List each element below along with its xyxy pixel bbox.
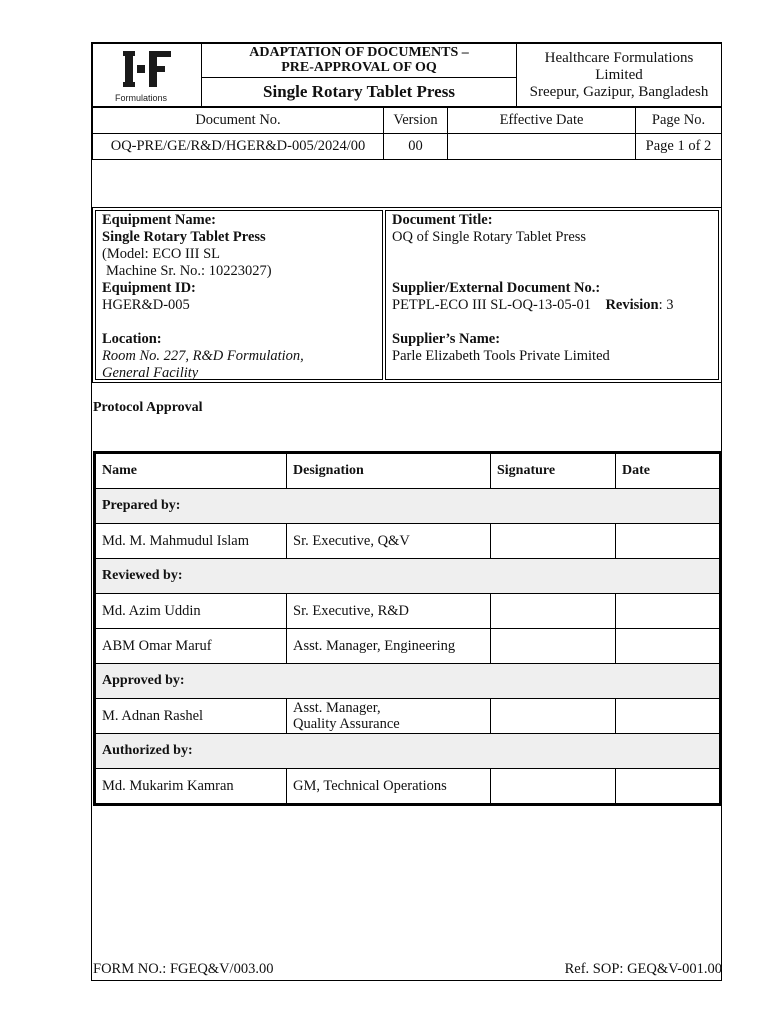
col-date-header: Date xyxy=(616,454,720,489)
approver-designation: Sr. Executive, Q&V xyxy=(287,524,491,559)
document-header xyxy=(92,43,722,160)
table-row xyxy=(96,594,720,629)
table-row xyxy=(96,629,720,664)
date-cell[interactable] xyxy=(616,594,720,629)
doc-no-value: OQ-PRE/GE/R&D/HGER&D-005/2024/00 xyxy=(93,134,384,160)
document-title-value: OQ of Single Rotary Tablet Press xyxy=(392,229,587,245)
approver-name: M. Adnan Rashel xyxy=(96,699,287,734)
logo xyxy=(93,44,202,107)
equipment-details xyxy=(95,210,383,380)
version-label: Version xyxy=(384,108,448,134)
equipment-id: HGER&D-005 xyxy=(102,297,190,313)
equipment-serial: Machine Sr. No.: 10223027) xyxy=(106,263,272,279)
document-details xyxy=(385,210,719,380)
equipment-name-label: Equipment Name: xyxy=(102,212,216,228)
equipment-name: Single Rotary Tablet Press xyxy=(102,229,266,245)
approval-table xyxy=(93,451,722,806)
doc-no-label: Document No. xyxy=(93,108,384,134)
table-row xyxy=(96,699,720,734)
approver-designation xyxy=(287,699,491,734)
col-name-header: Name xyxy=(96,454,287,489)
revision-value: : 3 xyxy=(658,297,674,313)
effective-date-label: Effective Date xyxy=(448,108,636,134)
company-name-2: Limited xyxy=(595,66,643,83)
supplier-doc-value: PETPL-ECO III SL-OQ-13-05-01 xyxy=(392,297,591,313)
signature-cell[interactable] xyxy=(491,524,616,559)
supplier-name-label: Supplier’s Name: xyxy=(392,331,501,347)
date-cell[interactable] xyxy=(616,629,720,664)
approver-name: Md. Azim Uddin xyxy=(96,594,287,629)
date-cell[interactable] xyxy=(616,699,720,734)
approver-designation: Sr. Executive, R&D xyxy=(287,594,491,629)
ref-sop: Ref. SOP: GEQ&V-001.00 xyxy=(564,961,722,977)
col-designation-header: Designation xyxy=(287,454,491,489)
revision-label: Revision xyxy=(605,297,659,313)
approver-name: ABM Omar Maruf xyxy=(96,629,287,664)
equipment-model: (Model: ECO III SL xyxy=(102,246,220,262)
company-name: Healthcare Formulations xyxy=(544,49,694,66)
designation-line2: Quality Assurance xyxy=(293,716,400,732)
approver-designation: GM, Technical Operations xyxy=(287,769,491,804)
table-row xyxy=(96,524,720,559)
page-no-label: Page No. xyxy=(636,108,722,134)
approved-by-section: Approved by: xyxy=(96,664,720,699)
reviewed-by-section: Reviewed by: xyxy=(96,559,720,594)
location-label: Location: xyxy=(102,331,162,347)
document-title-label: Document Title: xyxy=(392,212,493,228)
header-line1: ADAPTATION OF DOCUMENTS – xyxy=(249,45,469,61)
version-value: 00 xyxy=(384,134,448,160)
company-address: Sreepur, Gazipur, Bangladesh xyxy=(529,83,709,100)
logo-subtitle: Formulations xyxy=(115,93,168,103)
prepared-by-section: Prepared by: xyxy=(96,489,720,524)
effective-date-value xyxy=(448,134,636,160)
equipment-info-block xyxy=(92,207,722,383)
location-line1: Room No. 227, R&D Formulation, xyxy=(102,348,304,364)
signature-cell[interactable] xyxy=(491,699,616,734)
form-number: FORM NO.: FGEQ&V/003.00 xyxy=(93,961,274,977)
designation-line1: Asst. Manager, xyxy=(293,700,381,716)
page-no-value: Page 1 of 2 xyxy=(636,134,722,160)
supplier-name-value: Parle Elizabeth Tools Private Limited xyxy=(392,348,610,364)
protocol-approval-heading: Protocol Approval xyxy=(93,400,203,415)
signature-cell[interactable] xyxy=(491,769,616,804)
authorized-by-section: Authorized by: xyxy=(96,734,720,769)
equipment-id-label: Equipment ID: xyxy=(102,280,196,296)
meta-table xyxy=(92,107,722,160)
table-row xyxy=(96,769,720,804)
approver-name: Md. Mukarim Kamran xyxy=(96,769,287,804)
header-heading xyxy=(202,44,517,78)
signature-cell[interactable] xyxy=(491,594,616,629)
signature-cell[interactable] xyxy=(491,629,616,664)
supplier-doc-line xyxy=(392,297,712,314)
supplier-doc-label: Supplier/External Document No.: xyxy=(392,280,601,296)
location-line2: General Facility xyxy=(102,365,199,381)
date-cell[interactable] xyxy=(616,524,720,559)
col-signature-header: Signature xyxy=(491,454,616,489)
hf-logo-icon xyxy=(123,49,173,89)
approver-name: Md. M. Mahmudul Islam xyxy=(96,524,287,559)
company-info xyxy=(517,44,722,107)
date-cell[interactable] xyxy=(616,769,720,804)
approver-designation: Asst. Manager, Engineering xyxy=(287,629,491,664)
document-title: Single Rotary Tablet Press xyxy=(202,77,517,106)
header-line2: PRE-APPROVAL OF OQ xyxy=(281,60,437,76)
